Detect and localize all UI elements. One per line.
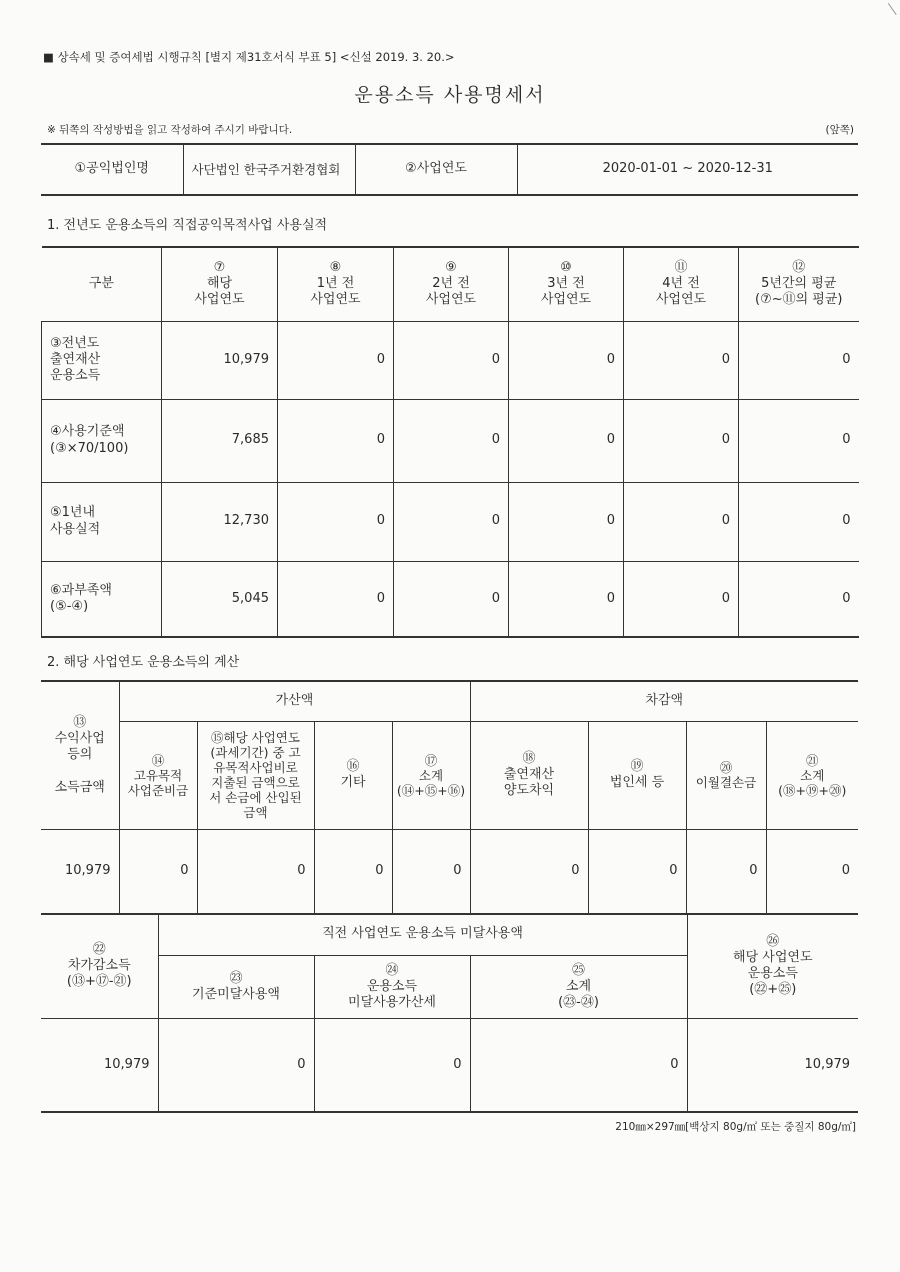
cell-value: 0: [766, 829, 858, 914]
cell-value: 0: [394, 482, 509, 561]
section1-title: 1. 전년도 운용소득의 직접공익목적사업 사용실적: [47, 218, 328, 233]
cell-value: 10,979: [687, 1019, 858, 1112]
col-header: ⑦ 해당 사업연도: [162, 247, 278, 321]
cell-value: 0: [624, 321, 739, 399]
cell-value: 0: [394, 399, 509, 482]
col-header: ⑲ 법인세 등: [588, 721, 686, 829]
row-label: ⑤1년내 사용실적: [42, 482, 162, 561]
cell-value: 0: [739, 399, 859, 482]
prior-shortfall-header: 직전 사업연도 운용소득 미달사용액: [158, 914, 687, 956]
cell-value: 0: [470, 829, 588, 914]
row-label: ⑥과부족액 (⑤-④): [42, 561, 162, 637]
col-header: ㉑ 소계 (⑱+⑲+⑳): [766, 721, 858, 829]
row-label: ④사용기준액 (③×70/100): [42, 399, 162, 482]
income-amount-header: ⑬ 수익사업 등의 소득금액: [41, 681, 119, 829]
cell-value: 0: [509, 399, 624, 482]
info-table: [41, 143, 858, 196]
corp-name-label: ①공익법인명: [41, 144, 183, 195]
addition-header: 가산액: [119, 681, 470, 721]
cell-value: 7,685: [162, 399, 278, 482]
section1-table: [41, 246, 859, 638]
col-header: ㉔ 운용소득 미달사용가산세: [314, 956, 470, 1019]
cell-value: 0: [158, 1019, 314, 1112]
cell-value: 0: [509, 321, 624, 399]
cell-value: 0: [119, 829, 197, 914]
col-header: ⑯ 기타: [314, 721, 392, 829]
table-row: [42, 482, 859, 561]
section2-table-a: [41, 680, 858, 915]
section2-table-b: [41, 913, 858, 1113]
col-header: ⑭ 고유목적 사업준비금: [119, 721, 197, 829]
cell-value: 0: [739, 561, 859, 637]
table-row: [42, 561, 859, 637]
col-header: ㉓ 기준미달사용액: [158, 956, 314, 1019]
col-header: ⑨ 2년 전 사업연도: [394, 247, 509, 321]
cell-value: 0: [739, 482, 859, 561]
cell-value: 0: [392, 829, 470, 914]
col-header: ㉕ 소계 (㉓-㉔): [470, 956, 687, 1019]
cell-value: 10,979: [41, 829, 119, 914]
cell-value: 0: [314, 1019, 470, 1112]
col-header: ⑧ 1년 전 사업연도: [278, 247, 394, 321]
cell-value: 0: [314, 829, 392, 914]
section1-header-row: [42, 247, 859, 321]
cell-value: 0: [394, 321, 509, 399]
cell-value: 0: [624, 561, 739, 637]
cell-value: 0: [588, 829, 686, 914]
page-title: 운용소득 사용명세서: [354, 84, 546, 106]
col-header: ⑮해당 사업연도 (과세기간) 중 고 유목적사업비로 지출된 금액으로 서 손금에 산입된 금액: [197, 721, 314, 829]
business-year-label: ②사업연도: [355, 144, 517, 195]
cell-value: 0: [197, 829, 314, 914]
cell-value: 0: [624, 482, 739, 561]
cell-value: 0: [470, 1019, 687, 1112]
col-header: ⑱ 출연재산 양도차익: [470, 721, 588, 829]
cell-value: 0: [624, 399, 739, 482]
cell-value: 0: [739, 321, 859, 399]
deduction-header: 차감액: [470, 681, 858, 721]
col-header: ⑪ 4년 전 사업연도: [624, 247, 739, 321]
page-side: (앞쪽): [825, 124, 854, 136]
paper-spec: 210㎜×297㎜[백상지 80g/㎡ 또는 중질지 80g/㎡]: [615, 1121, 856, 1133]
cell-value: 10,979: [162, 321, 278, 399]
col-header: ⑳ 이월결손금: [686, 721, 766, 829]
cell-value: 5,045: [162, 561, 278, 637]
cell-value: 0: [278, 321, 394, 399]
col-header: 구분: [42, 247, 162, 321]
row-label: ③전년도 출연재산 운용소득: [42, 321, 162, 399]
cell-value: 0: [394, 561, 509, 637]
operating-income-header: ㉖ 해당 사업연도 운용소득 (㉒+㉕): [687, 914, 858, 1019]
col-header: ⑰ 소계 (⑭+⑮+⑯): [392, 721, 470, 829]
cell-value: 0: [686, 829, 766, 914]
table-row: [42, 399, 859, 482]
cell-value: 0: [278, 399, 394, 482]
col-header: ⑩ 3년 전 사업연도: [509, 247, 624, 321]
corner-mark: [876, 3, 896, 23]
table-row: [41, 1019, 858, 1112]
business-year-value: 2020-01-01 ~ 2020-12-31: [517, 144, 858, 195]
corp-name-value: 사단법인 한국주거환경협회: [183, 144, 355, 195]
cell-value: 0: [509, 561, 624, 637]
net-income-header: ㉒ 차가감소득 (⑬+⑰-㉑): [41, 914, 158, 1019]
table-row: [41, 829, 858, 914]
cell-value: 0: [278, 482, 394, 561]
table-row: [42, 321, 859, 399]
regulation-line: ■ 상속세 및 증여세법 시행규칙 [별지 제31호서식 부표 5] <신설 2019. 3. 20.>: [43, 50, 455, 64]
instruction-note: ※ 뒤쪽의 작성방법을 읽고 작성하여 주시기 바랍니다.: [47, 124, 293, 136]
cell-value: 12,730: [162, 482, 278, 561]
cell-value: 0: [509, 482, 624, 561]
cell-value: 10,979: [41, 1019, 158, 1112]
col-header: ⑫ 5년간의 평균 (⑦~⑪의 평균): [739, 247, 859, 321]
section2-title: 2. 해당 사업연도 운용소득의 계산: [47, 655, 240, 670]
cell-value: 0: [278, 561, 394, 637]
